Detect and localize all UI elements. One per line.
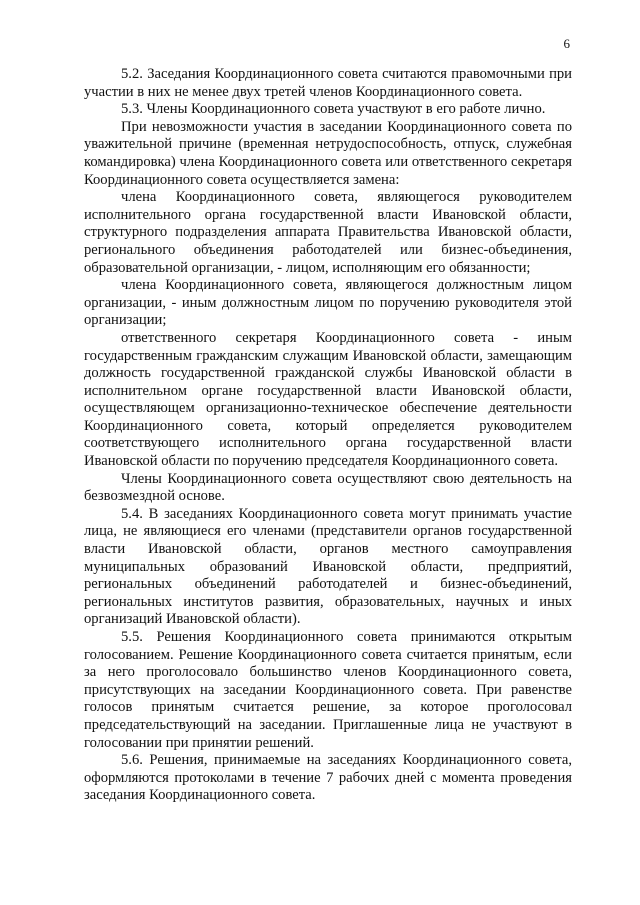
paragraph-free-of-charge: Члены Координационного совета осуществляют свою деятельность на безвозмездной основе. (84, 470, 572, 505)
paragraph-5-3-personal-participation: 5.3. Члены Координационного совета участвуют в его работе лично. (121, 101, 546, 118)
document-body (84, 66, 572, 805)
paragraph-5-6-minutes: 5.6. Решения, принимаемые на заседаниях Координационного совета, оформляются протоколами в течение 7 рабочих дней с момента проведения заседания Координационного совета. (84, 752, 572, 804)
page-number: 6 (563, 36, 570, 51)
paragraph-replacement-official: члена Координационного совета, являющегося должностным лицом организации, - иным должностным лицом по поручению руководителя этой организации; (84, 277, 572, 329)
paragraph-replacement-head-of-body: члена Координационного совета, являющегося руководителем исполнительного органа государственной власти Ивановской области, структурного подразделения аппарата Правительства Ивановской области, регионального объединения работодателей или бизнес-объединения, образовательной организации, - лицом, исполняющим его обязанности; (84, 189, 572, 276)
paragraph-5-5-voting: 5.5. Решения Координационного совета принимаются открытым голосованием. Решение Координационного совета считается принятым, если за него проголосовало большинство членов Координационного совета, присутствующих на заседании Координационного совета. При равенстве голосов принятым считается решение, за которое проголосовал председательствующий на заседании. Приглашенные лица не участвуют в голосовании при принятии решений. (84, 629, 572, 751)
paragraph-replacement-secretary: ответственного секретаря Координационного совета - иным государственным гражданским служащим Ивановской области, замещающим должность государственной гражданской службы Ивановской области в исполнительном органе государственной власти Ивановской области, осуществляющем организационно-техническое обеспечение деятельности Координационного совета, который определяется руководителем соответствующего исполнительного органа государственной власти Ивановской области по поручению председателя Координационного совета. (84, 329, 572, 470)
paragraph-5-4-invited-persons: 5.4. В заседаниях Координационного совета могут принимать участие лица, не являющиеся его членами (представители органов государственной власти Ивановской области, органов местного самоуправления муниципальных образований Ивановской области, предприятий, региональных объединений работодателей и бизнес-объединений, региональных институтов развития, образовательных, научных и иных организаций Ивановской области). (84, 505, 572, 628)
paragraph-5-2-quorum: 5.2. Заседания Координационного совета считаются правомочными при участии в них не менее двух третей членов Координационного совета. (84, 66, 572, 100)
paragraph-replacement-intro: При невозможности участия в заседании Координационного совета по уважительной причине (временная нетрудоспособность, отпуск, служебная командировка) члена Координационного совета или ответственного секретаря Координационного совета осуществляется замена: (84, 118, 572, 188)
